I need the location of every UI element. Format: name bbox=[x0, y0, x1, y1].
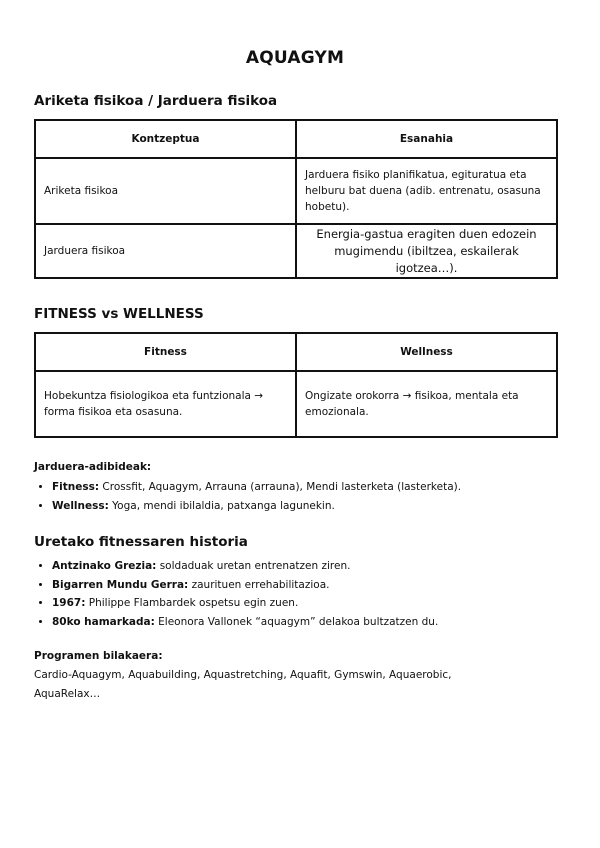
page-title: AQUAGYM bbox=[245, 48, 345, 68]
list-item-key: 1967: bbox=[52, 597, 86, 609]
column-header-esanahia: Esanahia bbox=[296, 120, 557, 158]
table-header-row bbox=[35, 120, 557, 158]
list-item bbox=[52, 478, 461, 497]
history-list bbox=[34, 557, 438, 631]
examples-label: Jarduera-adibideak: bbox=[34, 461, 152, 473]
list-item bbox=[52, 613, 438, 632]
table-row bbox=[35, 371, 557, 437]
term-cell: Ariketa fisikoa bbox=[35, 158, 296, 224]
list-item-key: Antzinako Grezia: bbox=[52, 560, 157, 572]
section-heading-fitness-wellness: FITNESS vs WELLNESS bbox=[34, 306, 204, 322]
list-item-text: Crossfit, Aquagym, Arrauna (arrauna), Mendi lasterketa (lasterketa). bbox=[99, 481, 462, 493]
section-heading-ariketa: Ariketa fisikoa / Jarduera fisikoa bbox=[34, 93, 278, 109]
list-item-text: Philippe Flambardek ospetsu egin zuen. bbox=[85, 597, 299, 609]
list-item-key: Fitness: bbox=[52, 481, 100, 493]
meaning-cell: Jarduera fisiko planifikatua, egituratua eta helburu bat duena (adib. entrenatu, osasuna hobetu). bbox=[296, 158, 557, 224]
table-header-row bbox=[35, 333, 557, 371]
list-item-key: 80ko hamarkada: bbox=[52, 615, 155, 628]
list-item-text: soldaduak uretan entrenatzen ziren. bbox=[156, 560, 351, 572]
list-item bbox=[52, 497, 461, 516]
list-item-text: Eleonora Vallonek “aquagym” delakoa bultzatzen du. bbox=[154, 615, 439, 628]
table-row bbox=[35, 158, 557, 224]
meaning-cell: Energia-gastua eragiten duen edozein mugimendu (ibiltzea, eskailerak igotzea…). bbox=[296, 224, 557, 278]
list-item-key: Bigarren Mundu Gerra: bbox=[52, 578, 189, 591]
list-item bbox=[52, 594, 438, 613]
list-item bbox=[52, 557, 438, 576]
examples-list bbox=[34, 478, 461, 515]
fitness-wellness-table bbox=[34, 332, 558, 438]
list-item-key: Wellness: bbox=[52, 499, 109, 512]
list-item-text: Yoga, mendi ibilaldia, patxanga lagunekin. bbox=[108, 499, 335, 512]
list-item-text: zaurituen errehabilitazioa. bbox=[188, 578, 330, 591]
concept-table bbox=[34, 119, 558, 279]
column-header-kontzeptua: Kontzeptua bbox=[35, 120, 296, 158]
wellness-cell: Ongizate orokorra → fisikoa, mentala eta emozionala. bbox=[296, 371, 557, 437]
programs-text: Cardio-Aquagym, Aquabuilding, Aquastretching, Aquafit, Gymswin, Aquaerobic, AquaRelax… bbox=[34, 669, 452, 700]
programs-label: Programen bilakaera: bbox=[34, 650, 163, 662]
fitness-cell: Hobekuntza fisiologikoa eta funtzionala → forma fisikoa eta osasuna. bbox=[35, 371, 296, 437]
list-item bbox=[52, 576, 438, 595]
term-cell: Jarduera fisikoa bbox=[35, 224, 296, 278]
column-header-wellness: Wellness bbox=[296, 333, 557, 371]
column-header-fitness: Fitness bbox=[35, 333, 296, 371]
table-row bbox=[35, 224, 557, 278]
section-heading-history: Uretako fitnessaren historia bbox=[34, 534, 248, 550]
